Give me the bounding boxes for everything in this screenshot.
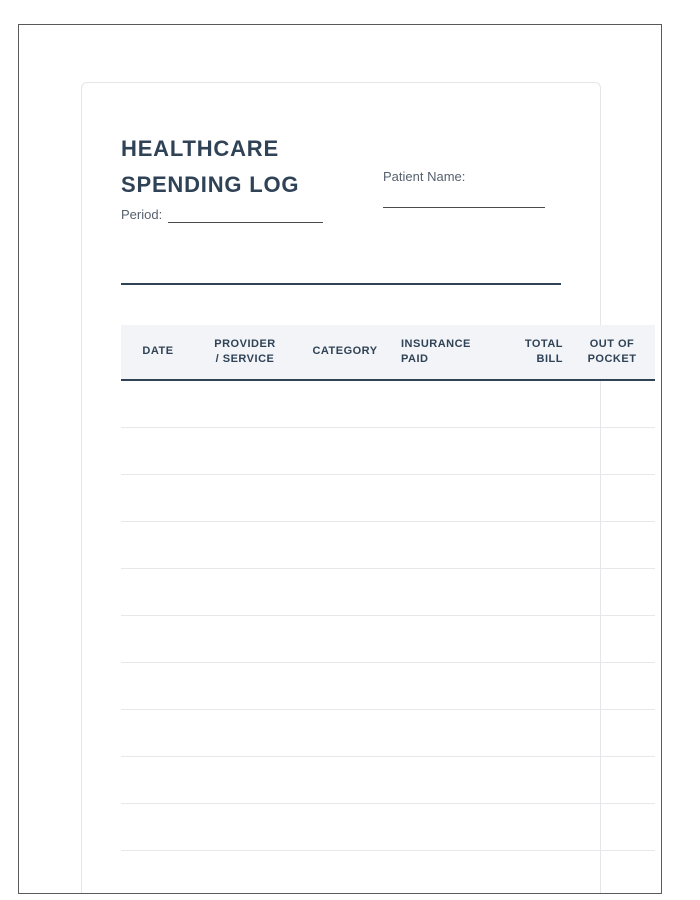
table-body: [121, 380, 655, 894]
period-input-rule[interactable]: [168, 209, 323, 223]
column-header-pocket-line2: POCKET: [587, 352, 637, 365]
cell-insurance[interactable]: [395, 756, 493, 803]
cell-category[interactable]: [295, 756, 395, 803]
page-frame: [18, 24, 662, 894]
title-block: [121, 131, 567, 222]
cell-date[interactable]: [121, 568, 195, 615]
cell-date[interactable]: [121, 615, 195, 662]
cell-category[interactable]: [295, 380, 395, 428]
cell-category[interactable]: [295, 568, 395, 615]
column-header-date: DATE: [121, 325, 195, 380]
column-header-provider-line2: / SERVICE: [215, 352, 275, 365]
table-head: [121, 325, 655, 380]
cell-provider[interactable]: [195, 709, 295, 756]
cell-category[interactable]: [295, 427, 395, 474]
header-divider: [121, 283, 561, 285]
cell-category[interactable]: [295, 803, 395, 850]
cell-provider[interactable]: [195, 615, 295, 662]
title-line-2: SPENDING LOG: [121, 171, 300, 197]
cell-date[interactable]: [121, 709, 195, 756]
cell-provider[interactable]: [195, 803, 295, 850]
cell-date[interactable]: [121, 850, 195, 894]
cell-insurance[interactable]: [395, 474, 493, 521]
table-row[interactable]: [121, 615, 655, 662]
cell-provider[interactable]: [195, 662, 295, 709]
cell-pocket[interactable]: [569, 662, 655, 709]
cell-total[interactable]: [493, 709, 569, 756]
cell-total[interactable]: [493, 380, 569, 428]
cell-pocket[interactable]: [569, 756, 655, 803]
cell-pocket[interactable]: [569, 380, 655, 428]
cell-pocket[interactable]: [569, 427, 655, 474]
cell-total[interactable]: [493, 568, 569, 615]
cell-total[interactable]: [493, 521, 569, 568]
column-header-insurance-line2: PAID: [401, 352, 429, 365]
table-row[interactable]: [121, 756, 655, 803]
cell-insurance[interactable]: [395, 380, 493, 428]
cell-provider[interactable]: [195, 474, 295, 521]
cell-insurance[interactable]: [395, 709, 493, 756]
cell-insurance[interactable]: [395, 662, 493, 709]
spending-table: [121, 325, 655, 894]
column-header-provider-line1: PROVIDER: [214, 338, 276, 350]
column-header-insurance: [395, 325, 493, 380]
cell-pocket[interactable]: [569, 709, 655, 756]
cell-category[interactable]: [295, 709, 395, 756]
table-row[interactable]: [121, 427, 655, 474]
column-header-total-line1: TOTAL: [524, 338, 563, 350]
document-content: [121, 131, 637, 365]
cell-date[interactable]: [121, 380, 195, 428]
cell-insurance[interactable]: [395, 615, 493, 662]
cell-date[interactable]: [121, 803, 195, 850]
cell-total[interactable]: [493, 427, 569, 474]
cell-date[interactable]: [121, 427, 195, 474]
cell-category[interactable]: [295, 521, 395, 568]
column-header-category: CATEGORY: [295, 325, 395, 380]
cell-total[interactable]: [493, 756, 569, 803]
table-row[interactable]: [121, 850, 655, 894]
patient-name-label: Patient Name:: [383, 169, 466, 184]
cell-total[interactable]: [493, 615, 569, 662]
cell-category[interactable]: [295, 662, 395, 709]
document-card: [81, 82, 637, 894]
cell-provider[interactable]: [195, 850, 295, 894]
column-header-pocket-line1: OUT OF: [589, 338, 635, 350]
spending-table-wrap: [121, 325, 637, 894]
period-label: Period:: [121, 207, 163, 222]
cell-pocket[interactable]: [569, 615, 655, 662]
table-row[interactable]: [121, 662, 655, 709]
cell-insurance[interactable]: [395, 568, 493, 615]
cell-pocket[interactable]: [569, 474, 655, 521]
column-header-out-of-pocket: [569, 325, 655, 380]
cell-date[interactable]: [121, 474, 195, 521]
cell-insurance[interactable]: [395, 803, 493, 850]
cell-pocket[interactable]: [569, 568, 655, 615]
table-row[interactable]: [121, 568, 655, 615]
cell-date[interactable]: [121, 756, 195, 803]
cell-insurance[interactable]: [395, 850, 493, 894]
cell-provider[interactable]: [195, 568, 295, 615]
cell-date[interactable]: [121, 662, 195, 709]
table-row[interactable]: [121, 709, 655, 756]
patient-name-input-rule[interactable]: [383, 206, 545, 208]
cell-provider[interactable]: [195, 756, 295, 803]
column-header-insurance-line1: INSURANCE: [401, 338, 471, 350]
cell-provider[interactable]: [195, 380, 295, 428]
cell-insurance[interactable]: [395, 521, 493, 568]
cell-pocket[interactable]: [569, 850, 655, 894]
cell-pocket[interactable]: [569, 803, 655, 850]
column-header-total-line2: BILL: [536, 352, 563, 365]
table-row[interactable]: [121, 380, 655, 428]
cell-insurance[interactable]: [395, 427, 493, 474]
cell-total[interactable]: [493, 662, 569, 709]
cell-provider[interactable]: [195, 521, 295, 568]
cell-category[interactable]: [295, 615, 395, 662]
table-header-row: [121, 325, 655, 380]
cell-pocket[interactable]: [569, 521, 655, 568]
cell-total[interactable]: [493, 474, 569, 521]
cell-provider[interactable]: [195, 427, 295, 474]
cell-total[interactable]: [493, 803, 569, 850]
period-field[interactable]: [121, 207, 323, 223]
table-row[interactable]: [121, 474, 655, 521]
table-row[interactable]: [121, 803, 655, 850]
cell-category[interactable]: [295, 474, 395, 521]
title-line-1: HEALTHCARE: [121, 136, 279, 161]
cell-category[interactable]: [295, 850, 395, 894]
page-title: [121, 131, 371, 202]
cell-total[interactable]: [493, 850, 569, 894]
column-header-total-bill: [493, 325, 569, 380]
column-header-provider: [195, 325, 295, 380]
patient-name-field[interactable]: [383, 169, 548, 208]
cell-date[interactable]: [121, 521, 195, 568]
table-row[interactable]: [121, 521, 655, 568]
